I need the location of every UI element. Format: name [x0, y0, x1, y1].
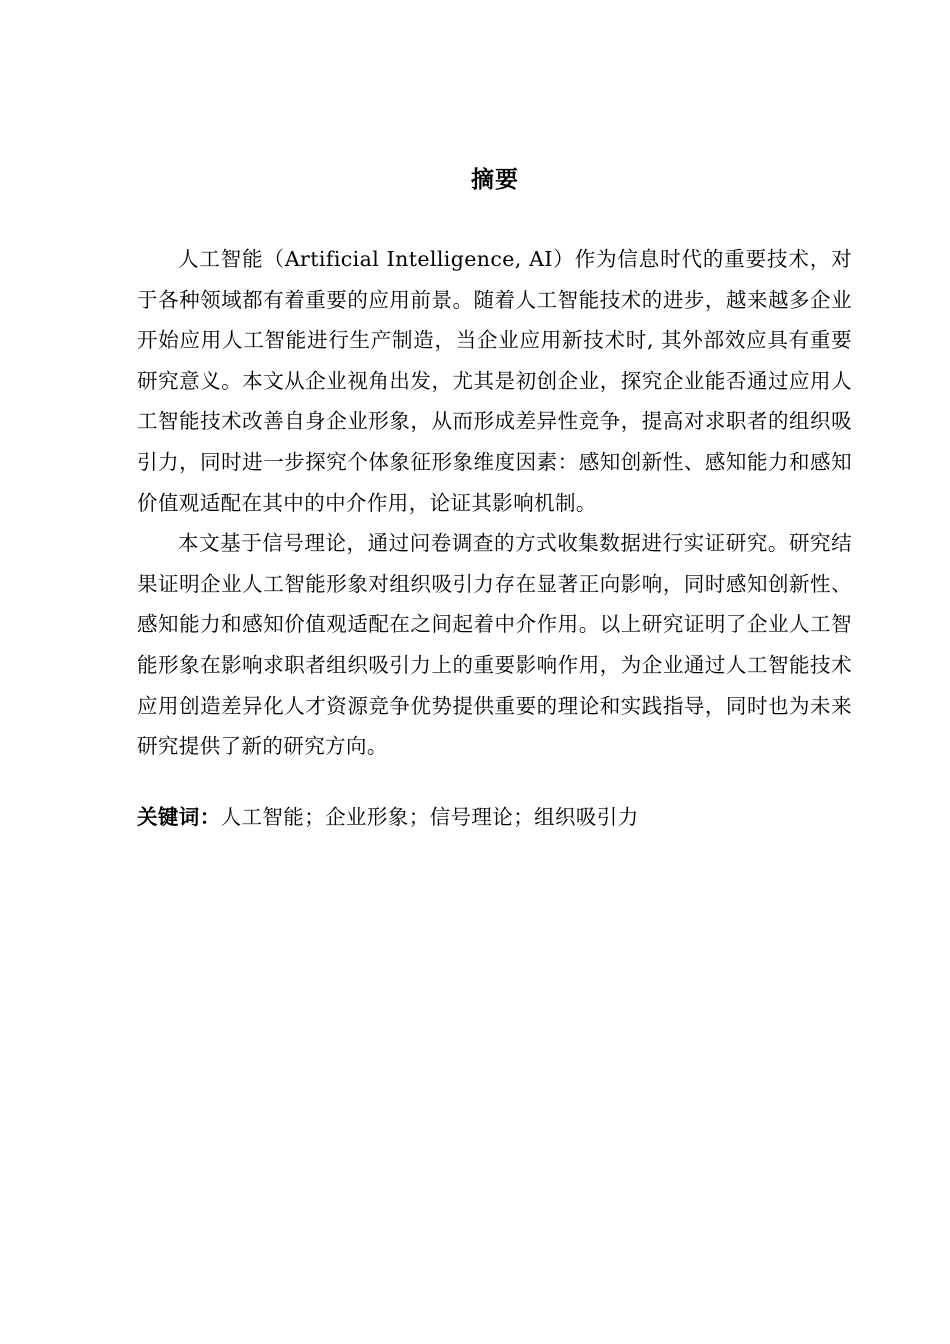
keywords-label: 关键词： — [137, 805, 221, 829]
abstract-paragraph-2: 本文基于信号理论，通过问卷调查的方式收集数据进行实证研究。研究结果证明企业人工智能形象对组织吸引力存在显著正向影响，同时感知创新性、感知能力和感知价值观适配在之间起着中介作用。以上研究证明了企业人工智能形象在影响求职者组织吸引力上的重要影响作用，为企业通过人工智能技术应用创造差异化人才资源竞争优势提供重要的理论和实践指导，同时也为未来研究提供了新的研究方向。 — [137, 531, 852, 759]
abstract-title: 摘要 — [471, 167, 519, 193]
keywords-list: 人工智能；企业形象；信号理论；组织吸引力 — [220, 805, 639, 829]
abstract-body — [137, 239, 852, 767]
keywords-line — [137, 797, 852, 837]
abstract-paragraph-1: 人工智能（Artificial Intelligence, AI）作为信息时代的重要技术，对于各种领域都有着重要的应用前景。随着人工智能技术的进步，越来越多企业开始应用人工智能进行生产制造，当企业应用新技术时, 其外部效应具有重要研究意义。本文从企业视角出发，尤其是初创企业，探究企业能否通过应用人工智能技术改善自身企业形象，从而形成差异性竞争，提高对求职者的组织吸引力，同时进一步探究个体象征形象维度因素：感知创新性、感知能力和感知价值观适配在其中的中介作用，论证其影响机制。 — [137, 247, 852, 515]
